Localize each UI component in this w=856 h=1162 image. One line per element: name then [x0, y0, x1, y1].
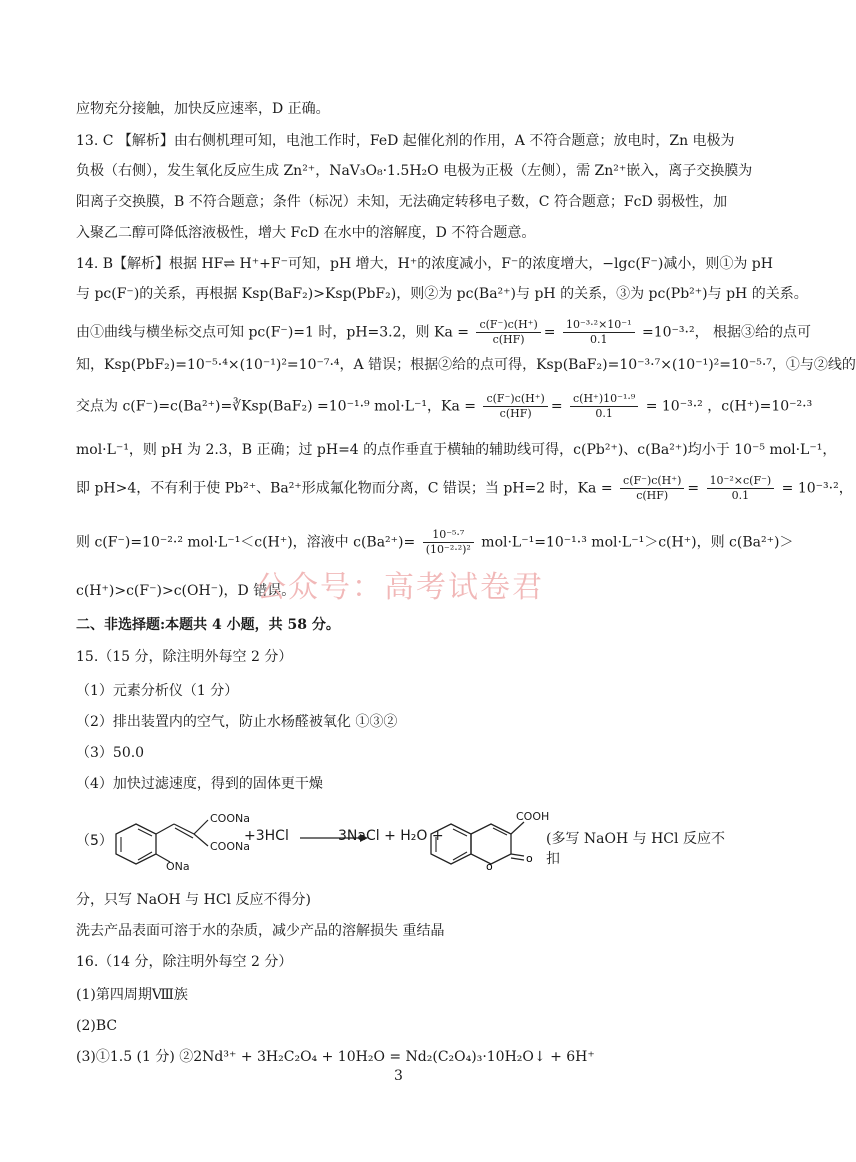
text-line: （2）排出装置内的空气，防止水杨醛被氧化 ①③②: [76, 714, 398, 730]
fraction-denominator: 0.1: [731, 489, 750, 502]
text-span: 即 pH>4，不有利于使 Pb²⁺、Ba²⁺形成氟化物而分离，C 错误；当 pH=2 时，Ka =: [76, 480, 613, 497]
group-label: ONa: [166, 860, 190, 873]
fraction-numerator: c(F⁻)c(H⁺): [483, 392, 547, 407]
reagent-text: +3HCl: [244, 828, 289, 844]
text-line: 由①曲线与横坐标交点可知 pc(F⁻)=1 时，pH=3.2，则 Ka = $\frac{c(F^-)c(H^+)}{c(HF)}$ = $\frac{\text{10⁻³·²×10⁻¹}}{0.1}$ =10⁻³·²， 根据③给的点可: [76, 318, 812, 346]
text-line: 应物充分接触，加快反应速率，D 正确。: [76, 101, 330, 117]
fraction-numerator: c(F⁻)c(H⁺): [476, 318, 540, 333]
text-line: 知，Ksp(PbF₂)=10⁻⁵·⁴×(10⁻¹)²=10⁻⁷·⁴，A 错误；根据②给的点可得，Ksp(BaF₂)=10⁻³·⁷×(10⁻¹)²=10⁻⁵·⁷，①与②线的: [76, 357, 856, 373]
text-span: = 10⁻³·²，: [781, 480, 853, 497]
page-number: 3: [394, 1068, 403, 1084]
text-line: 15.（15 分，除注明外每空 2 分）: [76, 649, 293, 665]
fraction-numerator: 10⁻⁵·⁷: [423, 528, 474, 543]
text-line: （4）加快过滤速度，得到的固体更干燥: [76, 776, 323, 792]
text-line: 入聚乙二醇可降低溶液极性，增大 FcD 在水中的溶解度，D 不符合题意。: [76, 225, 536, 241]
text-line: （1）元素分析仪（1 分）: [76, 683, 239, 699]
section-heading: 二、非选择题:本题共 4 小题，共 58 分。: [76, 617, 340, 633]
fraction-denominator: c(HF): [499, 407, 532, 420]
group-label: COOH: [516, 810, 550, 823]
ka-value-fraction: [563, 318, 635, 347]
reaction-equation: [76, 806, 736, 876]
text-span: 则 c(F⁻)=10⁻²·² mol·L⁻¹＜c(H⁺)，溶液中 c(Ba²⁺)=: [76, 534, 416, 551]
text-span: 交点为 c(F⁻)=c(Ba²⁺)=∛Ksp(BaF₂) =10⁻¹·⁹ mol·L⁻¹，Ka =: [76, 398, 477, 415]
svg-text:o: o: [486, 860, 493, 873]
text-line: 14. B【解析】根据 HF⇌ H⁺+F⁻可知，pH 增大，H⁺的浓度减小，F⁻的浓度增大，−lgc(F⁻)减小，则①为 pH: [76, 256, 773, 272]
product-text: 3NaCl + H₂O +: [338, 828, 444, 844]
text-line: (2)BC: [76, 1018, 118, 1034]
text-line: 16.（14 分，除注明外每空 2 分）: [76, 954, 293, 970]
ka-value-fraction: [707, 474, 775, 503]
text-line: c(H⁺)>c(F⁻)>c(OH⁻)，D 错误。: [76, 583, 296, 599]
text-line: （3）50.0: [76, 745, 145, 761]
ka-fraction: [620, 474, 684, 503]
item-label: （5）: [76, 833, 113, 849]
fraction-denominator: 0.1: [595, 407, 613, 420]
fraction-numerator: 10⁻³·²×10⁻¹: [563, 318, 635, 333]
text-span: =10⁻³·²，: [641, 324, 709, 341]
group-label: COONa: [210, 840, 250, 853]
text-line: (1)第四周期Ⅷ族: [76, 987, 188, 1003]
fraction-denominator: 0.1: [589, 333, 608, 346]
ba-fraction: [423, 528, 474, 557]
text-span: 根据③给的点可: [713, 324, 812, 341]
fraction-numerator: c(F⁻)c(H⁺): [620, 474, 684, 489]
text-line: 与 pc(F⁻)的关系，再根据 Ksp(BaF₂)>Ksp(PbF₂)，则②为 pc(Ba²⁺)与 pH 的关系，③为 pc(Pb²⁺)与 pH 的关系。: [76, 286, 808, 302]
fraction-numerator: 10⁻²×c(F⁻): [707, 474, 775, 489]
text-line: 分，只写 NaOH 与 HCl 反应不得分): [76, 892, 311, 908]
text-span: mol·L⁻¹=10⁻¹·³ mol·L⁻¹＞c(H⁺)，则 c(Ba²⁺)＞: [481, 534, 794, 551]
text-line: 负极（右侧），发生氧化反应生成 Zn²⁺，NaV₃O₈·1.5H₂O 电极为正极（左侧），需 Zn²⁺嵌入，离子交换膜为: [76, 163, 753, 179]
text-span: = 10⁻³·² ，c(H⁺)=10⁻²·³: [645, 398, 813, 415]
text-span: 由①曲线与横坐标交点可知 pc(F⁻)=1 时，pH=3.2，则 Ka =: [76, 324, 469, 341]
note-text: (多写 NaOH 与 HCl 反应不扣: [546, 831, 725, 867]
fraction-numerator: c(H⁺)10⁻¹·⁹: [570, 392, 638, 407]
group-label: COONa: [210, 812, 250, 825]
text-line: 阳离子交换膜，B 不符合题意；条件（标况）未知，无法确定转移电子数，C 符合题意；FcD 弱极性，加: [76, 194, 728, 210]
text-line: 即 pH>4，不有利于使 Pb²⁺、Ba²⁺形成氟化物而分离，C 错误；当 pH=2 时，Ka = $\frac{c(F^-)c(H^+)}{c(HF)}$ = $\frac{\text{10⁻²×c(F⁻)}}{0.1}$ = 10⁻³·²，: [76, 474, 853, 502]
watermark: 公众号：高考试卷君: [256, 570, 544, 605]
text-line: 交点为 c(F⁻)=c(Ba²⁺)=∛Ksp(BaF₂) =10⁻¹·⁹ mol·L⁻¹，Ka = $\frac{c(F^-)c(H^+)}{c(HF)}$ = $\frac{\text{c(H⁺)10⁻¹·⁹}}{0.1}$ = 10⁻³·² ，c(H⁺)=10⁻²·³: [76, 392, 813, 420]
fraction-denominator: c(HF): [492, 333, 525, 346]
text-line: (3)①1.5 (1 分) ②2Nd³⁺ + 3H₂C₂O₄ + 10H₂O = Nd₂(C₂O₄)₃·10H₂O↓ + 6H⁺: [76, 1049, 595, 1065]
text-line: [76, 528, 794, 557]
ka-fraction: [483, 392, 547, 421]
text-line: 洗去产品表面可溶于水的杂质，减少产品的溶解损失 重结晶: [76, 923, 445, 939]
ka-fraction: [476, 318, 540, 347]
text-line: mol·L⁻¹，则 pH 为 2.3，B 正确；过 pH=4 的点作垂直于横轴的辅助线可得，c(Pb²⁺)、c(Ba²⁺)均小于 10⁻⁵ mol·L⁻¹，: [76, 442, 837, 458]
svg-text:o: o: [526, 852, 533, 865]
ka-value-fraction: [570, 392, 638, 421]
text-line: 13. C 【解析】由右侧机理可知，电池工作时，FeD 起催化剂的作用，A 不符合题意；放电时，Zn 电极为: [76, 133, 735, 149]
fraction-denominator: c(HF): [636, 489, 669, 502]
fraction-denominator: (10⁻²·²)²: [425, 543, 471, 556]
